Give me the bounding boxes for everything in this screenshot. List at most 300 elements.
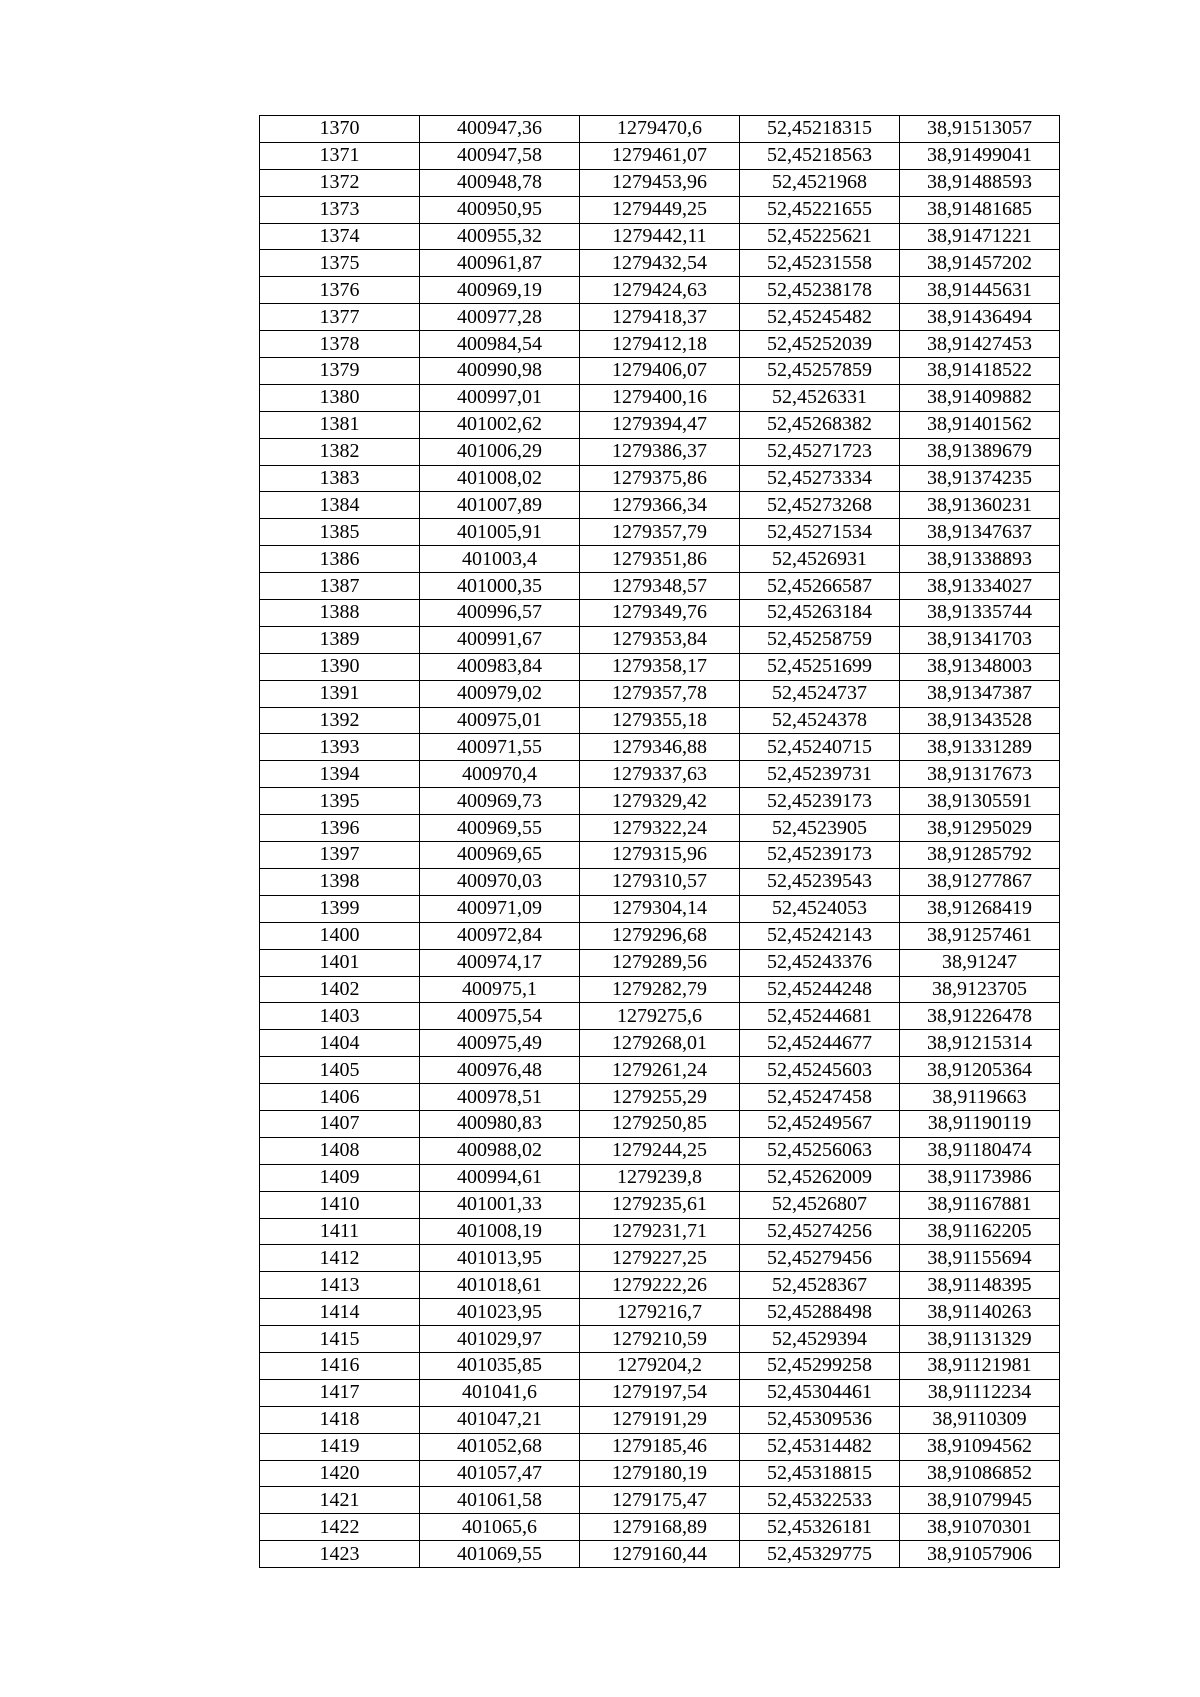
y-coordinate-cell: 1279310,57 (580, 868, 740, 895)
y-coordinate-cell: 1279424,63 (580, 277, 740, 304)
latitude-cell: 52,45244248 (740, 976, 900, 1003)
x-coordinate-cell: 400969,19 (420, 277, 580, 304)
latitude-cell: 52,4526931 (740, 546, 900, 573)
y-coordinate-cell: 1279227,25 (580, 1245, 740, 1272)
y-coordinate-cell: 1279244,25 (580, 1137, 740, 1164)
table-row (260, 358, 1060, 385)
point-number-cell: 1390 (260, 653, 420, 680)
y-coordinate-cell: 1279180,19 (580, 1460, 740, 1487)
table-row (260, 949, 1060, 976)
table-row (260, 384, 1060, 411)
latitude-cell: 52,45258759 (740, 626, 900, 653)
longitude-cell: 38,91389679 (900, 438, 1060, 465)
x-coordinate-cell: 400975,54 (420, 1003, 580, 1030)
point-number-cell: 1376 (260, 277, 420, 304)
point-number-cell: 1415 (260, 1326, 420, 1353)
latitude-cell: 52,45288498 (740, 1299, 900, 1326)
table-row (260, 142, 1060, 169)
point-number-cell: 1385 (260, 519, 420, 546)
point-number-cell: 1377 (260, 304, 420, 331)
table-row (260, 465, 1060, 492)
table-row (260, 1084, 1060, 1111)
table-row (260, 331, 1060, 358)
longitude-cell: 38,91335744 (900, 600, 1060, 627)
x-coordinate-cell: 400948,78 (420, 169, 580, 196)
table-row (260, 1110, 1060, 1137)
y-coordinate-cell: 1279304,14 (580, 895, 740, 922)
y-coordinate-cell: 1279175,47 (580, 1487, 740, 1514)
coordinate-table-body (260, 116, 1060, 1568)
x-coordinate-cell: 400997,01 (420, 384, 580, 411)
latitude-cell: 52,45249567 (740, 1110, 900, 1137)
table-row (260, 1406, 1060, 1433)
x-coordinate-cell: 400947,36 (420, 116, 580, 143)
point-number-cell: 1409 (260, 1164, 420, 1191)
y-coordinate-cell: 1279432,54 (580, 250, 740, 277)
y-coordinate-cell: 1279358,17 (580, 653, 740, 680)
point-number-cell: 1403 (260, 1003, 420, 1030)
x-coordinate-cell: 401061,58 (420, 1487, 580, 1514)
longitude-cell: 38,9110309 (900, 1406, 1060, 1433)
point-number-cell: 1406 (260, 1084, 420, 1111)
x-coordinate-cell: 401041,6 (420, 1379, 580, 1406)
point-number-cell: 1398 (260, 868, 420, 895)
latitude-cell: 52,4524737 (740, 680, 900, 707)
x-coordinate-cell: 401002,62 (420, 411, 580, 438)
table-row (260, 1218, 1060, 1245)
x-coordinate-cell: 400983,84 (420, 653, 580, 680)
x-coordinate-cell: 401008,02 (420, 465, 580, 492)
table-row (260, 1460, 1060, 1487)
x-coordinate-cell: 400971,55 (420, 734, 580, 761)
y-coordinate-cell: 1279349,76 (580, 600, 740, 627)
point-number-cell: 1388 (260, 600, 420, 627)
latitude-cell: 52,45245482 (740, 304, 900, 331)
y-coordinate-cell: 1279210,59 (580, 1326, 740, 1353)
point-number-cell: 1379 (260, 358, 420, 385)
y-coordinate-cell: 1279250,85 (580, 1110, 740, 1137)
point-number-cell: 1410 (260, 1191, 420, 1218)
longitude-cell: 38,91190119 (900, 1110, 1060, 1137)
table-row (260, 895, 1060, 922)
x-coordinate-cell: 400970,03 (420, 868, 580, 895)
table-row (260, 842, 1060, 869)
y-coordinate-cell: 1279470,6 (580, 116, 740, 143)
longitude-cell: 38,91162205 (900, 1218, 1060, 1245)
x-coordinate-cell: 401003,4 (420, 546, 580, 573)
longitude-cell: 38,91360231 (900, 492, 1060, 519)
x-coordinate-cell: 400969,73 (420, 788, 580, 815)
point-number-cell: 1372 (260, 169, 420, 196)
latitude-cell: 52,4529394 (740, 1326, 900, 1353)
table-row (260, 976, 1060, 1003)
x-coordinate-cell: 400974,17 (420, 949, 580, 976)
y-coordinate-cell: 1279394,47 (580, 411, 740, 438)
point-number-cell: 1418 (260, 1406, 420, 1433)
table-row (260, 438, 1060, 465)
latitude-cell: 52,4526807 (740, 1191, 900, 1218)
latitude-cell: 52,45238178 (740, 277, 900, 304)
point-number-cell: 1381 (260, 411, 420, 438)
x-coordinate-cell: 400976,48 (420, 1057, 580, 1084)
longitude-cell: 38,91057906 (900, 1541, 1060, 1568)
y-coordinate-cell: 1279375,86 (580, 465, 740, 492)
latitude-cell: 52,45256063 (740, 1137, 900, 1164)
y-coordinate-cell: 1279204,2 (580, 1352, 740, 1379)
latitude-cell: 52,45242143 (740, 922, 900, 949)
longitude-cell: 38,91343528 (900, 707, 1060, 734)
table-row (260, 196, 1060, 223)
longitude-cell: 38,91079945 (900, 1487, 1060, 1514)
y-coordinate-cell: 1279235,61 (580, 1191, 740, 1218)
latitude-cell: 52,45318815 (740, 1460, 900, 1487)
latitude-cell: 52,45252039 (740, 331, 900, 358)
latitude-cell: 52,45240715 (740, 734, 900, 761)
latitude-cell: 52,45225621 (740, 223, 900, 250)
longitude-cell: 38,91173986 (900, 1164, 1060, 1191)
y-coordinate-cell: 1279255,29 (580, 1084, 740, 1111)
table-row (260, 707, 1060, 734)
point-number-cell: 1407 (260, 1110, 420, 1137)
table-row (260, 626, 1060, 653)
latitude-cell: 52,45243376 (740, 949, 900, 976)
point-number-cell: 1420 (260, 1460, 420, 1487)
point-number-cell: 1393 (260, 734, 420, 761)
latitude-cell: 52,45271534 (740, 519, 900, 546)
longitude-cell: 38,91331289 (900, 734, 1060, 761)
y-coordinate-cell: 1279353,84 (580, 626, 740, 653)
x-coordinate-cell: 401029,97 (420, 1326, 580, 1353)
y-coordinate-cell: 1279357,78 (580, 680, 740, 707)
table-row (260, 492, 1060, 519)
point-number-cell: 1405 (260, 1057, 420, 1084)
y-coordinate-cell: 1279231,71 (580, 1218, 740, 1245)
y-coordinate-cell: 1279346,88 (580, 734, 740, 761)
y-coordinate-cell: 1279185,46 (580, 1433, 740, 1460)
y-coordinate-cell: 1279348,57 (580, 573, 740, 600)
point-number-cell: 1383 (260, 465, 420, 492)
table-row (260, 868, 1060, 895)
y-coordinate-cell: 1279337,63 (580, 761, 740, 788)
point-number-cell: 1396 (260, 815, 420, 842)
x-coordinate-cell: 400994,61 (420, 1164, 580, 1191)
table-row (260, 1514, 1060, 1541)
x-coordinate-cell: 401008,19 (420, 1218, 580, 1245)
point-number-cell: 1382 (260, 438, 420, 465)
table-row (260, 519, 1060, 546)
x-coordinate-cell: 400979,02 (420, 680, 580, 707)
x-coordinate-cell: 401065,6 (420, 1514, 580, 1541)
x-coordinate-cell: 401035,85 (420, 1352, 580, 1379)
y-coordinate-cell: 1279197,54 (580, 1379, 740, 1406)
longitude-cell: 38,91471221 (900, 223, 1060, 250)
x-coordinate-cell: 400990,98 (420, 358, 580, 385)
x-coordinate-cell: 400969,65 (420, 842, 580, 869)
point-number-cell: 1371 (260, 142, 420, 169)
latitude-cell: 52,45299258 (740, 1352, 900, 1379)
table-row (260, 411, 1060, 438)
longitude-cell: 38,91131329 (900, 1326, 1060, 1353)
x-coordinate-cell: 400978,51 (420, 1084, 580, 1111)
latitude-cell: 52,45221655 (740, 196, 900, 223)
x-coordinate-cell: 401018,61 (420, 1272, 580, 1299)
x-coordinate-cell: 400950,95 (420, 196, 580, 223)
point-number-cell: 1414 (260, 1299, 420, 1326)
table-row (260, 815, 1060, 842)
longitude-cell: 38,9119663 (900, 1084, 1060, 1111)
y-coordinate-cell: 1279406,07 (580, 358, 740, 385)
x-coordinate-cell: 401057,47 (420, 1460, 580, 1487)
y-coordinate-cell: 1279282,79 (580, 976, 740, 1003)
longitude-cell: 38,91121981 (900, 1352, 1060, 1379)
table-row (260, 250, 1060, 277)
table-row (260, 1487, 1060, 1514)
point-number-cell: 1411 (260, 1218, 420, 1245)
point-number-cell: 1378 (260, 331, 420, 358)
point-number-cell: 1416 (260, 1352, 420, 1379)
x-coordinate-cell: 400975,1 (420, 976, 580, 1003)
point-number-cell: 1391 (260, 680, 420, 707)
longitude-cell: 38,91348003 (900, 653, 1060, 680)
latitude-cell: 52,4524378 (740, 707, 900, 734)
point-number-cell: 1402 (260, 976, 420, 1003)
longitude-cell: 38,91070301 (900, 1514, 1060, 1541)
table-row (260, 653, 1060, 680)
latitude-cell: 52,4528367 (740, 1272, 900, 1299)
longitude-cell: 38,91167881 (900, 1191, 1060, 1218)
table-row (260, 1245, 1060, 1272)
table-row (260, 734, 1060, 761)
longitude-cell: 38,91457202 (900, 250, 1060, 277)
latitude-cell: 52,45244677 (740, 1030, 900, 1057)
latitude-cell: 52,45239543 (740, 868, 900, 895)
latitude-cell: 52,45231558 (740, 250, 900, 277)
x-coordinate-cell: 400988,02 (420, 1137, 580, 1164)
point-number-cell: 1419 (260, 1433, 420, 1460)
point-number-cell: 1386 (260, 546, 420, 573)
x-coordinate-cell: 401005,91 (420, 519, 580, 546)
point-number-cell: 1413 (260, 1272, 420, 1299)
longitude-cell: 38,91277867 (900, 868, 1060, 895)
y-coordinate-cell: 1279261,24 (580, 1057, 740, 1084)
y-coordinate-cell: 1279160,44 (580, 1541, 740, 1568)
point-number-cell: 1408 (260, 1137, 420, 1164)
x-coordinate-cell: 401047,21 (420, 1406, 580, 1433)
latitude-cell: 52,45273268 (740, 492, 900, 519)
y-coordinate-cell: 1279453,96 (580, 169, 740, 196)
longitude-cell: 38,91347387 (900, 680, 1060, 707)
x-coordinate-cell: 400977,28 (420, 304, 580, 331)
longitude-cell: 38,91268419 (900, 895, 1060, 922)
point-number-cell: 1370 (260, 116, 420, 143)
x-coordinate-cell: 400947,58 (420, 142, 580, 169)
x-coordinate-cell: 401069,55 (420, 1541, 580, 1568)
point-number-cell: 1401 (260, 949, 420, 976)
latitude-cell: 52,45279456 (740, 1245, 900, 1272)
y-coordinate-cell: 1279216,7 (580, 1299, 740, 1326)
point-number-cell: 1397 (260, 842, 420, 869)
x-coordinate-cell: 401000,35 (420, 573, 580, 600)
y-coordinate-cell: 1279315,96 (580, 842, 740, 869)
y-coordinate-cell: 1279289,56 (580, 949, 740, 976)
longitude-cell: 38,9123705 (900, 976, 1060, 1003)
y-coordinate-cell: 1279461,07 (580, 142, 740, 169)
table-row (260, 1030, 1060, 1057)
table-row (260, 922, 1060, 949)
x-coordinate-cell: 400971,09 (420, 895, 580, 922)
latitude-cell: 52,45262009 (740, 1164, 900, 1191)
longitude-cell: 38,91347637 (900, 519, 1060, 546)
y-coordinate-cell: 1279168,89 (580, 1514, 740, 1541)
longitude-cell: 38,91226478 (900, 1003, 1060, 1030)
point-number-cell: 1412 (260, 1245, 420, 1272)
table-row (260, 223, 1060, 250)
latitude-cell: 52,45218563 (740, 142, 900, 169)
point-number-cell: 1417 (260, 1379, 420, 1406)
latitude-cell: 52,45244681 (740, 1003, 900, 1030)
latitude-cell: 52,45251699 (740, 653, 900, 680)
point-number-cell: 1422 (260, 1514, 420, 1541)
point-number-cell: 1394 (260, 761, 420, 788)
table-row (260, 169, 1060, 196)
y-coordinate-cell: 1279268,01 (580, 1030, 740, 1057)
longitude-cell: 38,91155694 (900, 1245, 1060, 1272)
table-row (260, 277, 1060, 304)
y-coordinate-cell: 1279296,68 (580, 922, 740, 949)
x-coordinate-cell: 401007,89 (420, 492, 580, 519)
table-row (260, 788, 1060, 815)
x-coordinate-cell: 400996,57 (420, 600, 580, 627)
longitude-cell: 38,91445631 (900, 277, 1060, 304)
longitude-cell: 38,91418522 (900, 358, 1060, 385)
longitude-cell: 38,91094562 (900, 1433, 1060, 1460)
point-number-cell: 1404 (260, 1030, 420, 1057)
latitude-cell: 52,45329775 (740, 1541, 900, 1568)
longitude-cell: 38,91317673 (900, 761, 1060, 788)
longitude-cell: 38,91247 (900, 949, 1060, 976)
x-coordinate-cell: 400970,4 (420, 761, 580, 788)
x-coordinate-cell: 401006,29 (420, 438, 580, 465)
latitude-cell: 52,45218315 (740, 116, 900, 143)
table-row (260, 1164, 1060, 1191)
y-coordinate-cell: 1279400,16 (580, 384, 740, 411)
table-row (260, 600, 1060, 627)
x-coordinate-cell: 400969,55 (420, 815, 580, 842)
longitude-cell: 38,91180474 (900, 1137, 1060, 1164)
longitude-cell: 38,91295029 (900, 815, 1060, 842)
longitude-cell: 38,91205364 (900, 1057, 1060, 1084)
coordinate-table (259, 115, 1060, 1568)
point-number-cell: 1384 (260, 492, 420, 519)
x-coordinate-cell: 401013,95 (420, 1245, 580, 1272)
x-coordinate-cell: 400991,67 (420, 626, 580, 653)
point-number-cell: 1392 (260, 707, 420, 734)
latitude-cell: 52,45309536 (740, 1406, 900, 1433)
latitude-cell: 52,45245603 (740, 1057, 900, 1084)
y-coordinate-cell: 1279222,26 (580, 1272, 740, 1299)
table-row (260, 1379, 1060, 1406)
y-coordinate-cell: 1279355,18 (580, 707, 740, 734)
longitude-cell: 38,91285792 (900, 842, 1060, 869)
table-row (260, 546, 1060, 573)
table-row (260, 116, 1060, 143)
latitude-cell: 52,45239173 (740, 842, 900, 869)
point-number-cell: 1400 (260, 922, 420, 949)
table-row (260, 1003, 1060, 1030)
table-row (260, 1272, 1060, 1299)
latitude-cell: 52,45239173 (740, 788, 900, 815)
y-coordinate-cell: 1279412,18 (580, 331, 740, 358)
longitude-cell: 38,91427453 (900, 331, 1060, 358)
table-row (260, 1137, 1060, 1164)
y-coordinate-cell: 1279386,37 (580, 438, 740, 465)
longitude-cell: 38,91215314 (900, 1030, 1060, 1057)
y-coordinate-cell: 1279191,29 (580, 1406, 740, 1433)
longitude-cell: 38,91436494 (900, 304, 1060, 331)
latitude-cell: 52,45274256 (740, 1218, 900, 1245)
x-coordinate-cell: 400980,83 (420, 1110, 580, 1137)
y-coordinate-cell: 1279322,24 (580, 815, 740, 842)
y-coordinate-cell: 1279357,79 (580, 519, 740, 546)
table-row (260, 573, 1060, 600)
latitude-cell: 52,45257859 (740, 358, 900, 385)
table-row (260, 680, 1060, 707)
y-coordinate-cell: 1279442,11 (580, 223, 740, 250)
point-number-cell: 1380 (260, 384, 420, 411)
longitude-cell: 38,91499041 (900, 142, 1060, 169)
y-coordinate-cell: 1279239,8 (580, 1164, 740, 1191)
point-number-cell: 1421 (260, 1487, 420, 1514)
longitude-cell: 38,91086852 (900, 1460, 1060, 1487)
longitude-cell: 38,91334027 (900, 573, 1060, 600)
longitude-cell: 38,91341703 (900, 626, 1060, 653)
longitude-cell: 38,91257461 (900, 922, 1060, 949)
table-row (260, 304, 1060, 331)
latitude-cell: 52,4523905 (740, 815, 900, 842)
x-coordinate-cell: 400975,49 (420, 1030, 580, 1057)
latitude-cell: 52,4524053 (740, 895, 900, 922)
longitude-cell: 38,91409882 (900, 384, 1060, 411)
longitude-cell: 38,91112234 (900, 1379, 1060, 1406)
x-coordinate-cell: 400984,54 (420, 331, 580, 358)
latitude-cell: 52,45273334 (740, 465, 900, 492)
longitude-cell: 38,91513057 (900, 116, 1060, 143)
x-coordinate-cell: 401001,33 (420, 1191, 580, 1218)
x-coordinate-cell: 400975,01 (420, 707, 580, 734)
latitude-cell: 52,45268382 (740, 411, 900, 438)
longitude-cell: 38,91338893 (900, 546, 1060, 573)
point-number-cell: 1387 (260, 573, 420, 600)
longitude-cell: 38,91148395 (900, 1272, 1060, 1299)
latitude-cell: 52,45322533 (740, 1487, 900, 1514)
latitude-cell: 52,45266587 (740, 573, 900, 600)
table-row (260, 1191, 1060, 1218)
table-row (260, 1433, 1060, 1460)
latitude-cell: 52,45314482 (740, 1433, 900, 1460)
latitude-cell: 52,45247458 (740, 1084, 900, 1111)
table-row (260, 1299, 1060, 1326)
table-row (260, 761, 1060, 788)
x-coordinate-cell: 401023,95 (420, 1299, 580, 1326)
longitude-cell: 38,91401562 (900, 411, 1060, 438)
longitude-cell: 38,91374235 (900, 465, 1060, 492)
latitude-cell: 52,45263184 (740, 600, 900, 627)
y-coordinate-cell: 1279329,42 (580, 788, 740, 815)
x-coordinate-cell: 401052,68 (420, 1433, 580, 1460)
latitude-cell: 52,4521968 (740, 169, 900, 196)
table-row (260, 1541, 1060, 1568)
latitude-cell: 52,45239731 (740, 761, 900, 788)
